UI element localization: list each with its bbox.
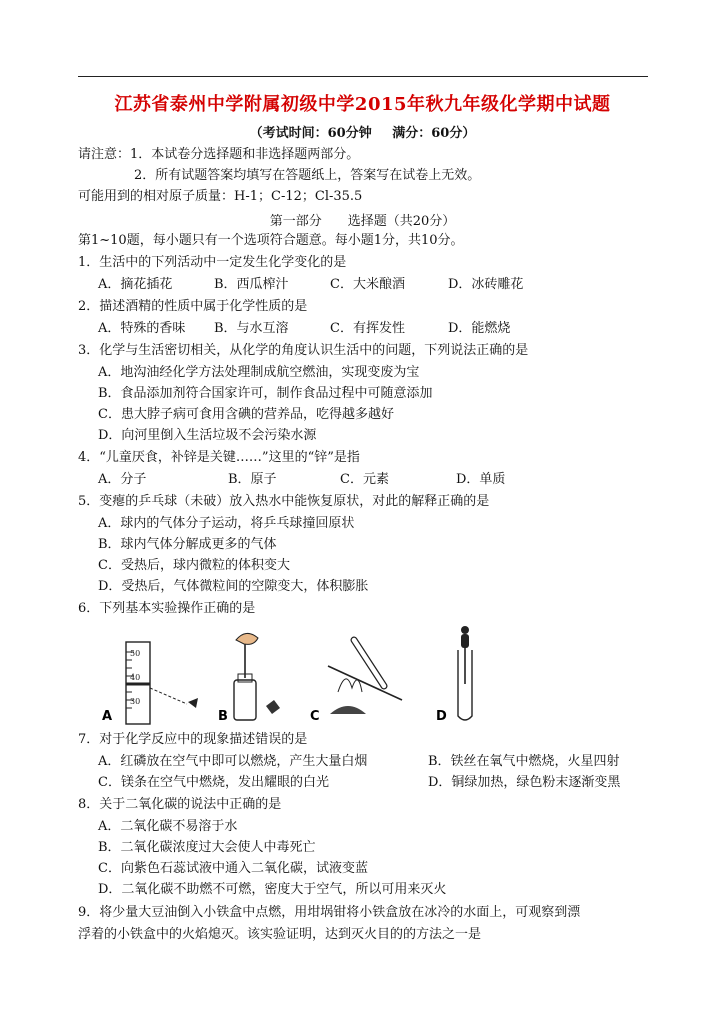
exam-time: （考试时间：60分钟: [249, 126, 372, 141]
q1-option-c: C．大米酿酒: [330, 277, 405, 292]
q8-option-a: A．二氧化碳不易溶于水: [98, 819, 238, 834]
q5-option-b: B．球内气体分解成更多的气体: [98, 537, 277, 552]
question-8-stem: 8．关于二氧化碳的说法中正确的是: [78, 797, 282, 812]
q5-option-a: A．球内的气体分子运动，将乒乓球撞回原状: [98, 516, 355, 531]
q1-option-a: A．摘花插花: [98, 277, 173, 292]
q4-option-c: C．元素: [340, 472, 389, 487]
exam-score: 满分：60分）: [392, 126, 476, 141]
question-6-stem: 6．下列基本实验操作正确的是: [78, 601, 256, 616]
lab-operations-figure: [92, 622, 612, 726]
question-7-stem: 7．对于化学反应中的现象描述错误的是: [78, 732, 308, 747]
question-2-stem: 2．描述酒精的性质中属于化学性质的是: [78, 299, 308, 314]
section-instruction: 第1~10题，每小题只有一个选项符合题意。每小题1分，共10分。: [78, 233, 464, 248]
q5-option-d: D．受热后，气体微粒间的空隙变大，体积膨胀: [98, 579, 369, 594]
cylinder-tick-50: 50: [130, 649, 141, 658]
q3-option-a: A．地沟油经化学方法处理制成航空燃油，实现变废为宝: [98, 365, 420, 380]
exam-title: 江苏省泰州中学附属初级中学2015年秋九年级化学期中试题: [114, 94, 611, 115]
figure-c-heating: [328, 640, 402, 714]
q8-option-c: C．向紫色石蕊试液中通入二氧化碳，试液变蓝: [98, 861, 368, 876]
q2-option-d: D．能燃烧: [448, 321, 511, 336]
top-rule: [78, 76, 648, 77]
question-3-stem: 3．化学与生活密切相关，从化学的角度认识生活中的问题，下列说法正确的是: [78, 343, 529, 358]
figure-b-bottle: [234, 633, 280, 720]
figure-d-dropper: [458, 626, 472, 720]
figure-label-c: C: [310, 709, 320, 724]
q7-option-b: B．铁丝在氧气中燃烧，火星四射: [428, 754, 620, 769]
question-5-stem: 5．变瘪的乒乓球（未破）放入热水中能恢复原状，对此的解释正确的是: [78, 494, 490, 509]
cylinder-tick-40: 40: [130, 673, 141, 682]
q3-option-c: C．患大脖子病可食用含碘的营养品，吃得越多越好: [98, 407, 394, 422]
note-line-1: 请注意：1．本试卷分选择题和非选择题两部分。: [78, 147, 360, 162]
q4-option-b: B．原子: [228, 472, 277, 487]
figure-label-d: D: [436, 709, 447, 724]
q8-option-b: B．二氧化碳浓度过大会使人中毒死亡: [98, 840, 316, 855]
q5-option-c: C．受热后，球内微粒的体积变大: [98, 558, 290, 573]
q2-option-c: C．有挥发性: [330, 321, 405, 336]
q4-option-d: D．单质: [456, 472, 506, 487]
figure-label-b: B: [218, 709, 228, 724]
q7-option-d: D．铜绿加热，绿色粉末逐渐变黑: [428, 775, 621, 790]
question-9-stem: 9．将少量大豆油倒入小铁盒中点燃，用坩埚钳将小铁盒放在冰冷的水面上，可观察到漂: [78, 905, 581, 920]
q1-option-d: D．冰砖雕花: [448, 277, 524, 292]
note-line-2: 2．所有试题答案均填写在答题纸上，答案写在试卷上无效。: [134, 168, 481, 183]
figure-label-a: A: [102, 709, 113, 724]
cylinder-tick-30: 30: [130, 697, 141, 706]
q3-option-d: D．向河里倒入生活垃圾不会污染水源: [98, 428, 317, 443]
q1-option-b: B．西瓜榨汁: [214, 277, 289, 292]
section-title: 第一部分 选择题（共20分）: [269, 214, 456, 229]
q8-option-d: D．二氧化碳不助燃不可燃，密度大于空气，所以可用来灭火: [98, 882, 447, 897]
q2-option-b: B．与水互溶: [214, 321, 289, 336]
q7-option-c: C．镁条在空气中燃烧，发出耀眼的白光: [98, 775, 329, 790]
q3-option-b: B．食品添加剂符合国家许可，制作食品过程中可随意添加: [98, 386, 433, 401]
q2-option-a: A．特殊的香味: [98, 321, 186, 336]
exam-subtitle: [0, 122, 725, 141]
q4-option-a: A．分子: [98, 472, 147, 487]
q7-option-a: A．红磷放在空气中即可以燃烧，产生大量白烟: [98, 754, 368, 769]
question-4-stem: 4．“儿童厌食，补锌是关键……”这里的“锌”是指: [78, 450, 360, 465]
note-line-3: 可能用到的相对原子质量：H-1；C-12；Cl-35.5: [78, 189, 363, 204]
question-9-stem-cont: 浮着的小铁盒中的火焰熄灭。该实验证明，达到灭火目的的方法之一是: [78, 927, 482, 942]
question-1-stem: 1．生活中的下列活动中一定发生化学变化的是: [78, 255, 347, 270]
